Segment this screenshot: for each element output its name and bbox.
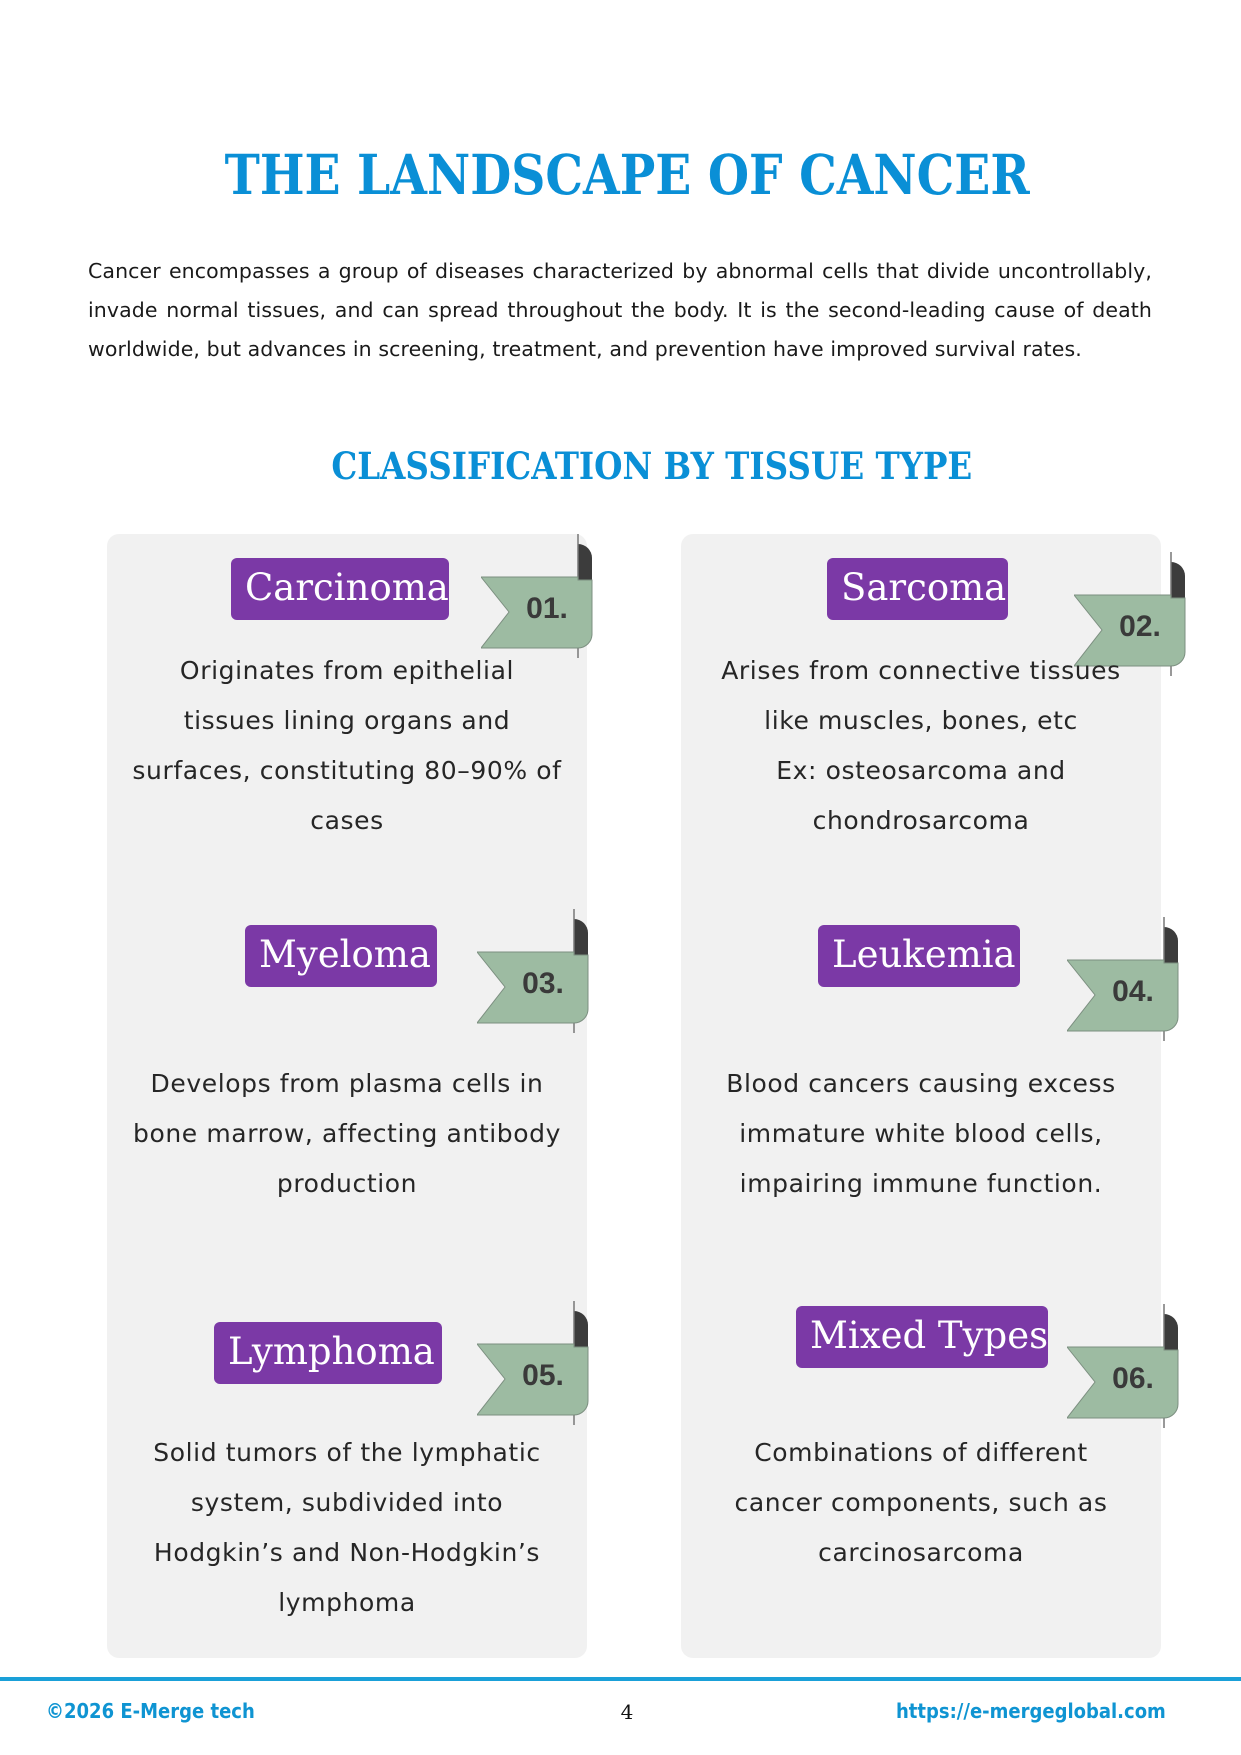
type-tag: Leukemia xyxy=(818,925,1020,987)
number-ribbon xyxy=(477,909,589,1033)
page-number: 4 xyxy=(620,1700,634,1724)
type-description: Develops from plasma cells in bone marrow, affecting antibody production xyxy=(132,1069,561,1198)
footer-url-link[interactable]: https://e-mergeglobal.com xyxy=(896,1699,1166,1723)
number-ribbon xyxy=(477,1301,589,1425)
type-number: 02. xyxy=(1119,610,1161,643)
intro-paragraph: Cancer encompasses a group of diseases characterized by abnormal cells that divide uncontrollably, invade normal tissues, and can spread throughout the body. It is the second-leading cause of death worldwide, but advances in screening, treatment, and prevention have improved survival rates. xyxy=(88,259,1152,361)
type-number: 04. xyxy=(1112,975,1154,1008)
page-title: THE LANDSCAPE OF CANCER xyxy=(224,142,1030,207)
number-ribbon xyxy=(481,534,593,658)
type-description: Combinations of different cancer components, such as carcinosarcoma xyxy=(734,1438,1108,1567)
type-tag: Sarcoma xyxy=(827,558,1008,620)
number-ribbon xyxy=(1067,1304,1179,1428)
type-tag: Carcinoma xyxy=(231,558,449,620)
type-description: Solid tumors of the lymphatic system, subdivided into Hodgkin’s and Non-Hodgkin’s lymphoma xyxy=(153,1438,541,1617)
type-tag: Mixed Types xyxy=(796,1306,1048,1368)
type-tag: Myeloma xyxy=(245,925,437,987)
right-panel xyxy=(681,534,1161,1658)
footer-copyright: ©2026 E-Merge tech xyxy=(46,1699,255,1723)
type-description: Originates from epithelial tissues lining organs and surfaces, constituting 80–90% of cases xyxy=(132,656,562,835)
type-description: Arises from connective tissues like muscles, bones, etc Ex: osteosarcoma and chondrosarcoma xyxy=(721,656,1121,835)
type-number: 01. xyxy=(526,592,568,625)
type-number: 06. xyxy=(1112,1362,1154,1395)
section-title: CLASSIFICATION BY TISSUE TYPE xyxy=(331,444,973,488)
left-panel xyxy=(107,534,587,1658)
type-number: 05. xyxy=(522,1359,564,1392)
type-number: 03. xyxy=(522,967,564,1000)
number-ribbon xyxy=(1067,917,1179,1041)
footer-divider xyxy=(0,1677,1241,1681)
type-tag: Lymphoma xyxy=(214,1322,442,1384)
type-description: Blood cancers causing excess immature white blood cells, impairing immune function. xyxy=(726,1069,1116,1198)
